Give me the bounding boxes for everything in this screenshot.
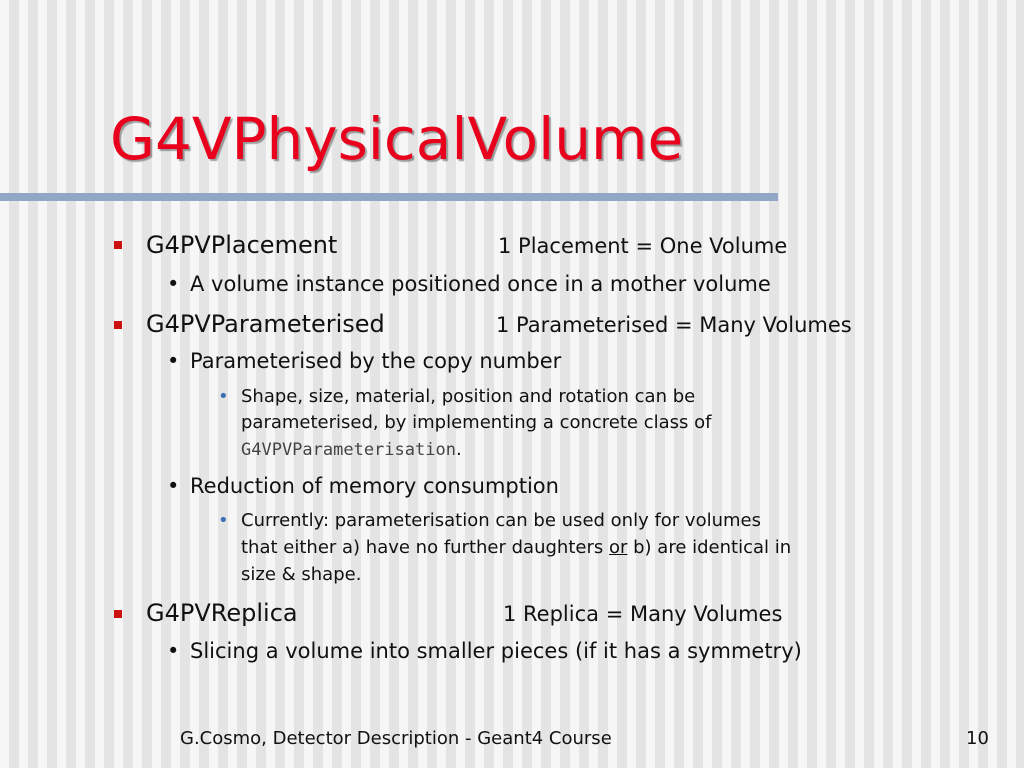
item-parameterised-label: G4PVParameterised <box>146 310 385 338</box>
item-parameterised-sub2: Reduction of memory consumption <box>190 474 559 498</box>
footer-text: G.Cosmo, Detector Description - Geant4 Course <box>180 728 612 749</box>
item-parameterised-sub1: Parameterised by the copy number <box>190 349 562 373</box>
bullet-dot-icon: • <box>167 349 180 373</box>
item-parameterised-note: 1 Parameterised = Many Volumes <box>496 313 852 337</box>
or-emphasis: or <box>608 537 628 558</box>
square-bullet-icon <box>114 241 122 249</box>
memory-detail-line3: size & shape. <box>241 564 362 585</box>
title-underline <box>0 193 778 201</box>
memory-detail-line1: Currently: parameterisation can be used only for volumes <box>241 510 761 531</box>
bullet-dot-icon: • <box>167 272 180 296</box>
item-replica-note: 1 Replica = Many Volumes <box>503 602 783 626</box>
param-class-code: G4VPVParameterisation <box>241 440 456 460</box>
bullet-dot-icon: • <box>218 510 229 531</box>
param-detail-line3: G4VPVParameterisation. <box>241 439 462 460</box>
square-bullet-icon <box>114 610 122 618</box>
slide-title: G4VPhysicalVolume <box>110 105 684 173</box>
item-placement-sub: A volume instance positioned once in a mother volume <box>190 272 771 296</box>
bullet-dot-icon: • <box>167 639 180 663</box>
bullet-dot-icon: • <box>167 474 180 498</box>
param-detail-line1: Shape, size, material, position and rotation can be <box>241 386 696 407</box>
item-replica-label: G4PVReplica <box>146 599 298 627</box>
bullet-dot-icon: • <box>218 386 229 407</box>
square-bullet-icon <box>114 321 122 329</box>
item-placement-label: G4PVPlacement <box>146 231 338 259</box>
param-detail-line2: parameterised, by implementing a concrete class of <box>241 412 712 433</box>
page-number: 10 <box>966 728 989 749</box>
item-placement-note: 1 Placement = One Volume <box>498 234 788 258</box>
item-replica-sub: Slicing a volume into smaller pieces (if it has a symmetry) <box>190 639 802 663</box>
memory-detail-line2: that either a) have no further daughters or b) are identical in <box>241 537 792 558</box>
